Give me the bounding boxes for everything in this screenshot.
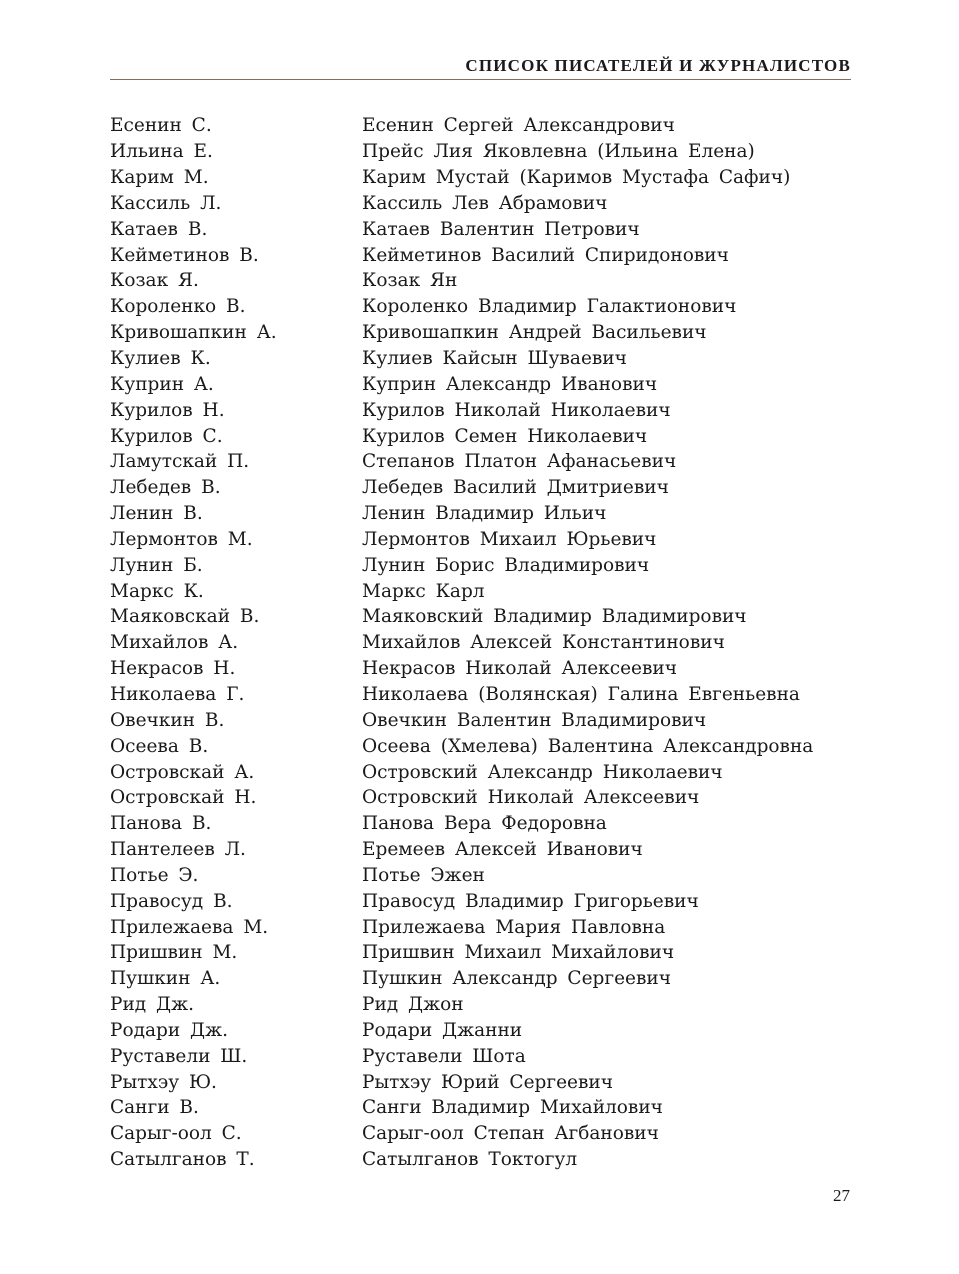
author-full-name: Кейметинов Василий Спиридонович	[362, 244, 729, 266]
list-item	[110, 837, 851, 863]
author-short-name: Прилежаева М.	[110, 916, 269, 938]
list-item	[110, 139, 851, 165]
author-short-name: Некрасов Н.	[110, 658, 236, 680]
author-short-name: Катаев В.	[110, 218, 208, 240]
author-full-name: Николаева (Волянская) Галина Евгеньевна	[362, 683, 800, 705]
author-short-name: Панова В.	[110, 813, 212, 835]
list-item	[110, 397, 851, 423]
page-header-title: СПИСОК ПИСАТЕЛЕЙ И ЖУРНАЛИСТОВ	[465, 56, 851, 75]
author-short-name: Островскай А.	[110, 761, 255, 783]
list-item	[110, 966, 851, 992]
list-item	[110, 320, 851, 346]
author-short-name: Ламутскай П.	[110, 451, 250, 473]
list-item	[110, 1018, 851, 1044]
author-short-name: Ленин В.	[110, 503, 203, 525]
author-short-name: Лермонтов М.	[110, 528, 253, 550]
list-item	[110, 604, 851, 630]
author-full-name: Козак Ян	[362, 270, 458, 292]
author-short-name: Лунин Б.	[110, 554, 203, 576]
author-full-name: Сарыг-оол Степан Агбанович	[362, 1123, 659, 1145]
list-item	[110, 527, 851, 553]
author-short-name: Кулиев К.	[110, 348, 211, 370]
author-short-name: Родари Дж.	[110, 1019, 228, 1041]
list-item	[110, 914, 851, 940]
author-short-name: Курилов С.	[110, 425, 223, 447]
author-full-name: Курилов Николай Николаевич	[362, 399, 671, 421]
author-full-name: Кассиль Лев Абрамович	[362, 192, 608, 214]
list-item	[110, 113, 851, 139]
list-item	[110, 1121, 851, 1147]
author-short-name: Пантелеев Л.	[110, 839, 246, 861]
author-full-name: Рытхэу Юрий Сергеевич	[362, 1071, 613, 1093]
author-short-name: Руставели Ш.	[110, 1045, 248, 1067]
author-full-name: Пришвин Михаил Михайлович	[362, 942, 675, 964]
author-full-name: Ленин Владимир Ильич	[362, 503, 607, 525]
author-short-name: Николаева Г.	[110, 683, 245, 705]
author-full-name: Рид Джон	[362, 994, 464, 1016]
author-full-name: Панова Вера Федоровна	[362, 813, 607, 835]
author-short-name: Сарыг-оол С.	[110, 1123, 242, 1145]
list-item	[110, 165, 851, 191]
author-full-name: Михайлов Алексей Константинович	[362, 632, 725, 654]
list-item	[110, 630, 851, 656]
author-short-name: Короленко В.	[110, 296, 246, 318]
list-item	[110, 1043, 851, 1069]
author-full-name: Кулиев Кайсын Шуваевич	[362, 348, 627, 370]
author-short-name: Правосуд В.	[110, 890, 233, 912]
author-short-name: Михайлов А.	[110, 632, 239, 654]
list-item	[110, 475, 851, 501]
list-item	[110, 1095, 851, 1121]
author-short-name: Островскай Н.	[110, 787, 257, 809]
author-full-name: Островский Александр Николаевич	[362, 761, 723, 783]
list-item	[110, 294, 851, 320]
author-short-name: Пушкин А.	[110, 968, 221, 990]
author-full-name: Лебедев Василий Дмитриевич	[362, 477, 669, 499]
list-item	[110, 888, 851, 914]
list-item	[110, 992, 851, 1018]
author-full-name: Правосуд Владимир Григорьевич	[362, 890, 699, 912]
author-full-name: Осеева (Хмелева) Валентина Александровна	[362, 735, 814, 757]
list-item	[110, 242, 851, 268]
list-item	[110, 268, 851, 294]
author-short-name: Лебедев В.	[110, 477, 221, 499]
list-item	[110, 1069, 851, 1095]
list-item	[110, 940, 851, 966]
author-full-name: Санги Владимир Михайлович	[362, 1097, 663, 1119]
author-full-name: Кривошапкин Андрей Васильевич	[362, 322, 707, 344]
list-item	[110, 216, 851, 242]
list-item	[110, 501, 851, 527]
list-item	[110, 1147, 851, 1173]
author-full-name: Овечкин Валентин Владимирович	[362, 709, 707, 731]
list-item	[110, 811, 851, 837]
author-short-name: Козак Я.	[110, 270, 199, 292]
author-short-name: Потье Э.	[110, 864, 199, 886]
author-short-name: Осеева В.	[110, 735, 209, 757]
list-item	[110, 707, 851, 733]
author-short-name: Маяковскай В.	[110, 606, 260, 628]
author-full-name: Прейс Лия Яковлевна (Ильина Елена)	[362, 141, 755, 163]
author-full-name: Есенин Сергей Александрович	[362, 115, 675, 137]
author-short-name: Есенин С.	[110, 115, 212, 137]
author-short-name: Карим М.	[110, 167, 209, 189]
author-full-name: Лунин Борис Владимирович	[362, 554, 650, 576]
list-item	[110, 682, 851, 708]
author-full-name: Прилежаева Мария Павловна	[362, 916, 666, 938]
author-full-name: Еремеев Алексей Иванович	[362, 839, 643, 861]
list-item	[110, 449, 851, 475]
author-short-name: Кейметинов В.	[110, 244, 259, 266]
author-full-name: Руставели Шота	[362, 1045, 526, 1067]
author-full-name: Катаев Валентин Петрович	[362, 218, 640, 240]
list-item	[110, 423, 851, 449]
author-full-name: Куприн Александр Иванович	[362, 373, 658, 395]
author-full-name: Маркс Карл	[362, 580, 485, 602]
list-item	[110, 578, 851, 604]
author-short-name: Куприн А.	[110, 373, 214, 395]
author-full-name: Маяковский Владимир Владимирович	[362, 606, 747, 628]
list-item	[110, 733, 851, 759]
author-short-name: Кассиль Л.	[110, 192, 222, 214]
author-short-name: Ильина Е.	[110, 141, 213, 163]
list-item	[110, 759, 851, 785]
list-item	[110, 371, 851, 397]
author-short-name: Санги В.	[110, 1097, 199, 1119]
author-short-name: Пришвин М.	[110, 942, 238, 964]
author-full-name: Короленко Владимир Галактионович	[362, 296, 737, 318]
list-item	[110, 552, 851, 578]
author-full-name: Сатылганов Токтогул	[362, 1149, 578, 1171]
author-short-name: Кривошапкин А.	[110, 322, 277, 344]
list-item	[110, 785, 851, 811]
author-list	[110, 113, 851, 1173]
list-item	[110, 862, 851, 888]
author-short-name: Маркс К.	[110, 580, 204, 602]
author-full-name: Некрасов Николай Алексеевич	[362, 658, 677, 680]
list-item	[110, 346, 851, 372]
author-full-name: Лермонтов Михаил Юрьевич	[362, 528, 657, 550]
author-full-name: Родари Джанни	[362, 1019, 523, 1041]
author-full-name: Курилов Семен Николаевич	[362, 425, 648, 447]
header-divider	[110, 79, 851, 80]
author-full-name: Степанов Платон Афанасьевич	[362, 451, 677, 473]
author-short-name: Овечкин В.	[110, 709, 225, 731]
author-short-name: Сатылганов Т.	[110, 1149, 255, 1171]
page-number: 27	[833, 1186, 850, 1205]
list-item	[110, 656, 851, 682]
author-full-name: Карим Мустай (Каримов Мустафа Сафич)	[362, 167, 791, 189]
author-short-name: Курилов Н.	[110, 399, 225, 421]
author-full-name: Пушкин Александр Сергеевич	[362, 968, 671, 990]
author-full-name: Островский Николай Алексеевич	[362, 787, 700, 809]
list-item	[110, 191, 851, 217]
author-short-name: Рытхэу Ю.	[110, 1071, 217, 1093]
author-short-name: Рид Дж.	[110, 994, 194, 1016]
author-full-name: Потье Эжен	[362, 864, 485, 886]
